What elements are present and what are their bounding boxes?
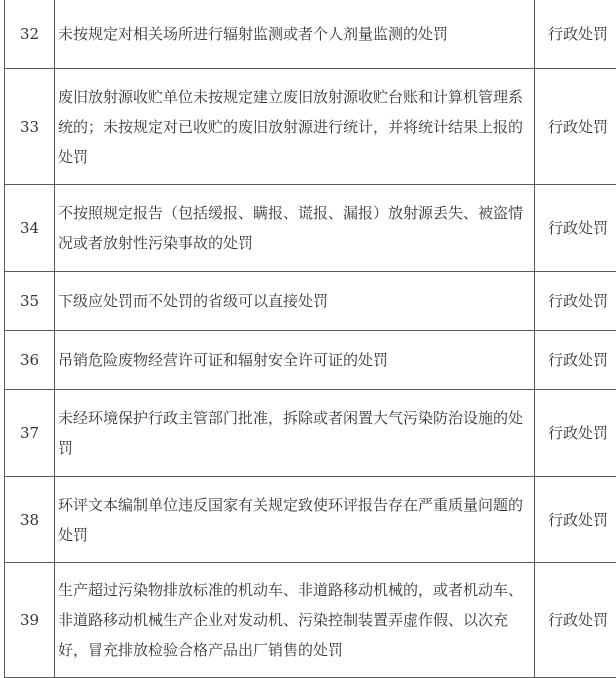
row-category: 行政处罚 <box>535 477 616 563</box>
row-category: 行政处罚 <box>535 69 616 185</box>
row-category: 行政处罚 <box>535 331 616 390</box>
table-row <box>5 390 616 477</box>
penalty-table <box>4 0 616 678</box>
table-row <box>5 69 616 185</box>
table-row <box>5 185 616 272</box>
row-category: 行政处罚 <box>535 563 616 678</box>
row-description: 未按规定对相关场所进行辐射监测或者个人剂量监测的处罚 <box>55 0 535 69</box>
row-description: 下级应处罚而不处罚的省级可以直接处罚 <box>55 272 535 331</box>
row-number: 32 <box>5 0 55 69</box>
row-category: 行政处罚 <box>535 0 616 69</box>
row-category: 行政处罚 <box>535 390 616 477</box>
row-number: 34 <box>5 185 55 272</box>
row-description: 吊销危险废物经营许可证和辐射安全许可证的处罚 <box>55 331 535 390</box>
table-row <box>5 563 616 678</box>
row-description: 环评文本编制单位违反国家有关规定致使环评报告存在严重质量问题的处罚 <box>55 477 535 563</box>
table-row <box>5 272 616 331</box>
row-number: 38 <box>5 477 55 563</box>
row-number: 35 <box>5 272 55 331</box>
table-row <box>5 0 616 69</box>
row-category: 行政处罚 <box>535 272 616 331</box>
row-description: 未经环境保护行政主管部门批准，拆除或者闲置大气污染防治设施的处罚 <box>55 390 535 477</box>
row-description: 废旧放射源收贮单位未按规定建立废旧放射源收贮台账和计算机管理系统的；未按规定对已收贮的废旧放射源进行统计，并将统计结果上报的处罚 <box>55 69 535 185</box>
row-number: 37 <box>5 390 55 477</box>
table-row <box>5 331 616 390</box>
row-number: 39 <box>5 563 55 678</box>
row-number: 36 <box>5 331 55 390</box>
row-number: 33 <box>5 69 55 185</box>
row-description: 生产超过污染物排放标准的机动车、非道路移动机械的，或者机动车、非道路移动机械生产企业对发动机、污染控制装置弄虚作假、以次充好，冒充排放检验合格产品出厂销售的处罚 <box>55 563 535 678</box>
row-description: 不按照规定报告（包括缓报、瞒报、谎报、漏报）放射源丢失、被盗情况或者放射性污染事故的处罚 <box>55 185 535 272</box>
table-row <box>5 477 616 563</box>
row-category: 行政处罚 <box>535 185 616 272</box>
